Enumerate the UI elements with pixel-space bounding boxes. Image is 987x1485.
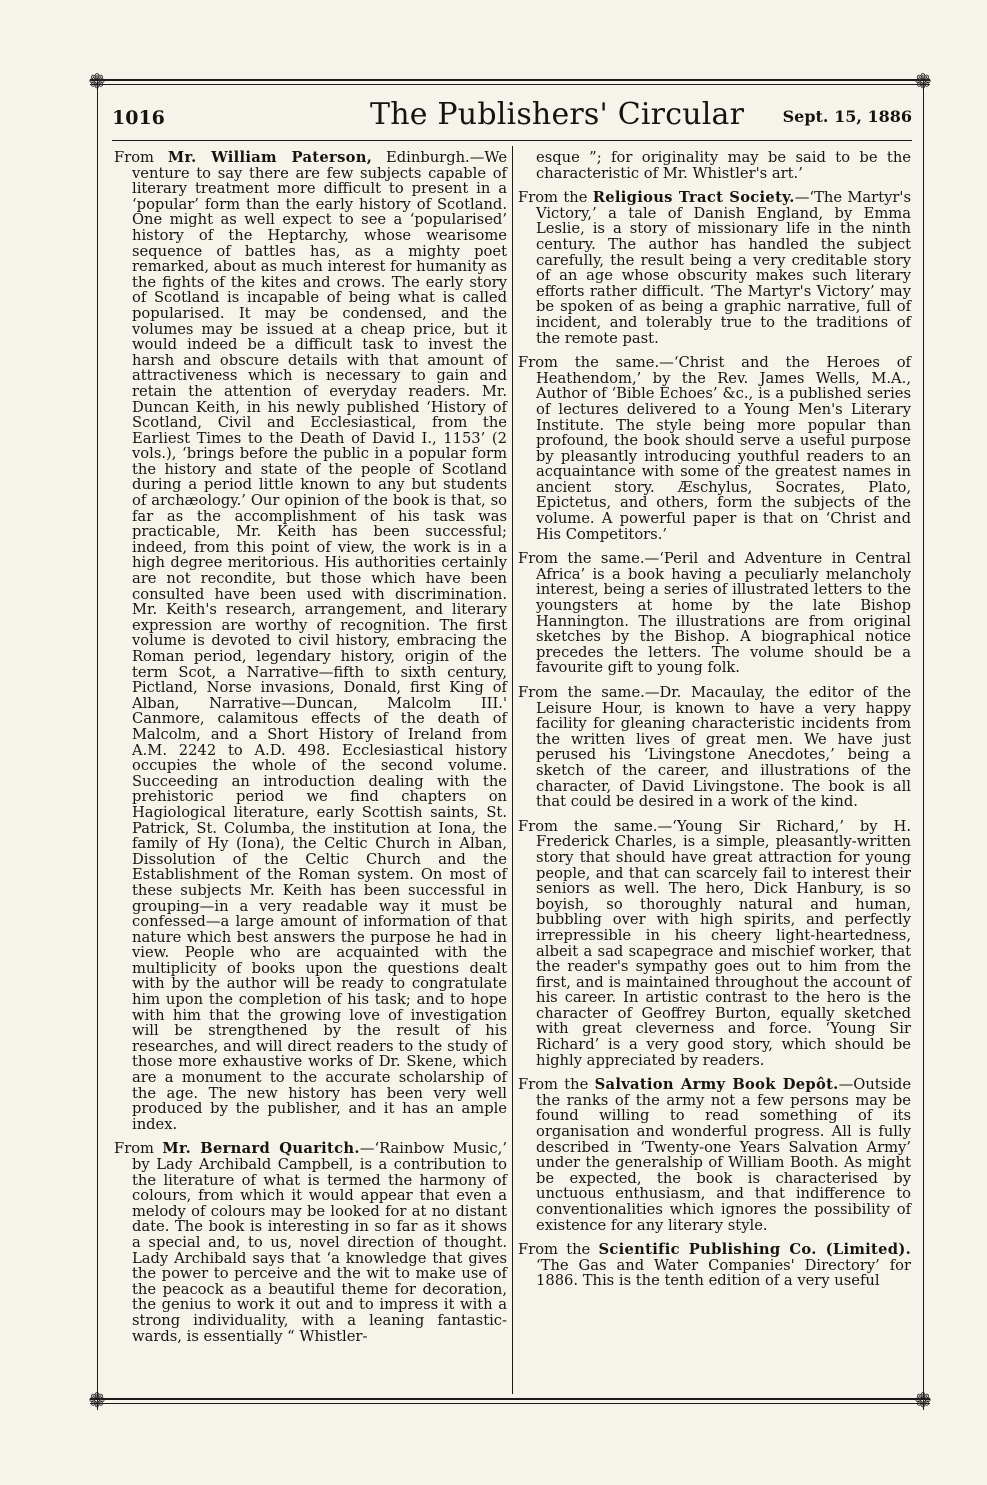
- review-paragraph: [114, 150, 507, 1132]
- header-rule: [112, 140, 912, 141]
- review-body: Edinburgh.—We venture to say there are few subjects capable of literary treatment more difficult to present in a ‘popular’ form than the early history of Scotland. One might as well expect to see a ‘popularised’ history of the Heptarchy, whose wearisome sequence of battles has, as a mighty poet remarked, about as much interest for humanity as the fights of the kites and crows. The early story of Scotland is incapable of being what is called popularised. It may be condensed, and the volumes may be issued at a cheap price, but it would indeed be a difficult task to invest the harsh and obscure details with that amount of attractiveness which is necessary to gain and retain the attention of everyday readers. Mr. Duncan Keith, in his newly published ‘History of Scotland, Civil and Ecclesiastical, from the Earliest Times to the Death of David I., 1153’ (2 vols.), ‘brings before the public in a popular form the history and state of the people of Scotland during a period little known to any but students of archæology.’ Our opinion of the book is that, so far as the accomplishment of his task was practicable, Mr. Keith has been successful; indeed, from this point of view, the work is in a high degree meritorious. His authorities certainly are not recondite, but those which have been consulted have been used with discrimination. Mr. Keith's research, arrangement, and literary expression are worthy of recognition. The first volume is devoted to civil history, embracing the Roman period, legendary history, origin of the term Scot, a Narrative—fifth to sixth century, Pictland, Norse invasions, Donald, first King of Alban, Narrative—Duncan, Malcolm III.' Canmore, calamitous effects of the death of Malcolm, and a Short History of Ireland from A.M. 2242 to A.D. 498. Ecclesiastical history occupies the whole of the second volume. Succeeding an introduction dealing with the prehistoric period we find chapters on Hagiological literature, early Scottish saints, St. Patrick, St. Columba, the institution at Iona, the family of Hy (Iona), the Celtic Church in Alban, Dissolution of the Celtic Church and the Establishment of the Roman system. On most of these subjects Mr. Keith has been successful in grouping—in a very readable way it must be confessed—a large amount of information of that nature which best answers the purpose he had in view. People who are acquainted with the multiplicity of books upon the questions dealt with by the author will be ready to congratulate him upon the completion of his task; and to hope with him that the growing love of investigation will be strengthened by the result of his researches, and will direct readers to the study of those more exhaustive works of Dr. Skene, which are a monument to the accurate scholarship of the age. The new history has been very well produced by the publisher, and it has an ample index.: [132, 149, 508, 1133]
- page-number: 1016: [112, 107, 165, 129]
- review-body: —Dr. Macaulay, the editor of the Leisure Hour, is known to have a very happy facility for gleaning characteristic incidents from the written lives of great men. We have just perused his ‘Livingstone Anecdotes,’ being a sketch of the career, and illustrations of the character, of David Livingstone. The book is all that could be desired in a work of the kind.: [536, 684, 911, 811]
- review-paragraph: [518, 190, 911, 346]
- column-divider: [512, 146, 513, 1394]
- publisher-name: Scientific Publishing Co. (Limited).: [598, 1241, 912, 1259]
- top-border-rule-thin: [90, 84, 930, 85]
- paragraph-lead: From the same.: [518, 354, 660, 372]
- left-column: [114, 150, 507, 1353]
- paragraph-lead: From the: [518, 189, 593, 207]
- publisher-name: Religious Tract Society.: [592, 189, 795, 207]
- paragraph-lead: From the same.: [518, 684, 645, 701]
- bottom-border-rule: [90, 1398, 930, 1400]
- review-paragraph: [518, 355, 911, 542]
- paragraph-lead: From the: [518, 1241, 599, 1259]
- bottom-border-rule-thin: [90, 1403, 930, 1404]
- corner-ornament-top-left: ❁: [88, 69, 106, 93]
- right-border-rule: [923, 80, 924, 1410]
- journal-title: The Publishers' Circular: [370, 97, 745, 132]
- paragraph-lead: From: [114, 149, 168, 166]
- publisher-name: Mr. Bernard Quaritch.: [162, 1140, 360, 1158]
- review-body: —‘Rainbow Music,’ by Lady Archibald Campbell, is a contribution to the literature of what is termed the harmony of colours, from which it would appear that even a melody of colours may be looked for at no distant date. The book is interesting in so far as it shows a special and, to us, novel direction of thought. Lady Archibald says that ‘a knowledge that gives the power to perceive and the wit to make use of the peacock as a beautiful theme for decoration, the genius to work it out and to impress it with a strong individuality, with a leaning fantastic-wards, is essentially “ Whistler-: [132, 1140, 507, 1345]
- paragraph-lead: From the same.: [518, 550, 645, 568]
- corner-ornament-bottom-left: ❁: [88, 1388, 106, 1412]
- running-head: [112, 97, 912, 135]
- review-paragraph: [518, 819, 911, 1069]
- issue-date: Sept. 15, 1886: [782, 107, 912, 126]
- review-paragraph: [518, 1077, 911, 1233]
- review-body: —‘Young Sir Richard,’ by H. Frederick Charles, is a simple, pleasantly-written story that should have great attraction for young people, and that can scarcely fail to interest their seniors as well. The hero, Dick Hanbury, is so boyish, so thoroughly natural and human, bubbling over with high spirits, and perfectly irrepressible in his cheery light-heartedness, albeit a sad scapegrace and mischief worker, that the reader's sympathy goes out to him from the first, and is maintained throughout the account of his career. In artistic contrast to the hero is the character of Geoffrey Burton, equally sketched with great cleverness and force. ‘Young Sir Richard’ is a very good story, which should be highly appreciated by readers.: [536, 817, 911, 1069]
- review-body: —‘Christ and the Heroes of Heathendom,’ by the Rev. James Wells, M.A., Author of ‘Bible Echoes’ &c., is a published series of lectures delivered to a Young Men's Literary Institute. The style being more popular than profound, the book should serve a useful purpose by pleasantly introducing youthful readers to an acquaintance with some of the greatest names in ancient story. Æschylus, Socrates, Plato, Epictetus, and others, form the subjects of the volume. A powerful paper is that on ‘Christ and His Competitors.’: [536, 354, 911, 543]
- publisher-name: Mr. William Paterson,: [167, 149, 373, 166]
- left-border-rule: [97, 80, 98, 1410]
- paragraph-lead: From: [114, 1140, 163, 1158]
- review-body: ‘The Gas and Water Companies' Directory’ for 1886. This is the tenth edition of a very useful: [536, 1256, 911, 1290]
- review-body: —Outside the ranks of the army not a few persons may be found willing to read something of its organisation and wonderful progress. All is fully described in ‘Twenty-one Years Salvation Army’ under the generalship of William Booth. As might be expected, the book is characterised by unctuous enthusiasm, and that indifference to conventionalities which ignores the possibility of existence for any literary style.: [536, 1076, 912, 1234]
- corner-ornament-bottom-right: ❁: [914, 1388, 932, 1412]
- right-column: [518, 150, 911, 1298]
- top-border-rule: [90, 79, 930, 81]
- publisher-name: Salvation Army Book Depôt.: [594, 1076, 839, 1094]
- review-paragraph: [518, 1242, 911, 1289]
- review-body: —‘Peril and Adventure in Central Africa’ is a book having a peculiarly melancholy interest, being a series of illustrated letters to the youngsters at home by the late Bishop Hannington. The illustrations are from original sketches by the Bishop. A biographical notice precedes the letters. The volume should be a favourite gift to young folk.: [536, 550, 911, 677]
- review-paragraph: [114, 1141, 507, 1344]
- review-paragraph: [518, 551, 911, 676]
- review-body: —‘The Martyr's Victory,’ a tale of Danish England, by Emma Leslie, is a story of missionary life in the ninth century. The author has handled the subject carefully, the result being a very creditable story of an age whose obscurity makes such literary efforts rather difficult. ‘The Martyr's Victory’ may be spoken of as being a graphic narrative, full of incident, and tolerably true to the traditions of the remote past.: [536, 189, 911, 347]
- review-paragraph-continued: [536, 150, 911, 181]
- paragraph-lead: From the same.: [518, 817, 658, 835]
- corner-ornament-top-right: ❁: [914, 69, 932, 93]
- review-paragraph: [518, 685, 911, 810]
- review-body: esque ”; for originality may be said to be the characteristic of Mr. Whistler's art.’: [536, 149, 911, 182]
- paragraph-lead: From the: [518, 1076, 595, 1094]
